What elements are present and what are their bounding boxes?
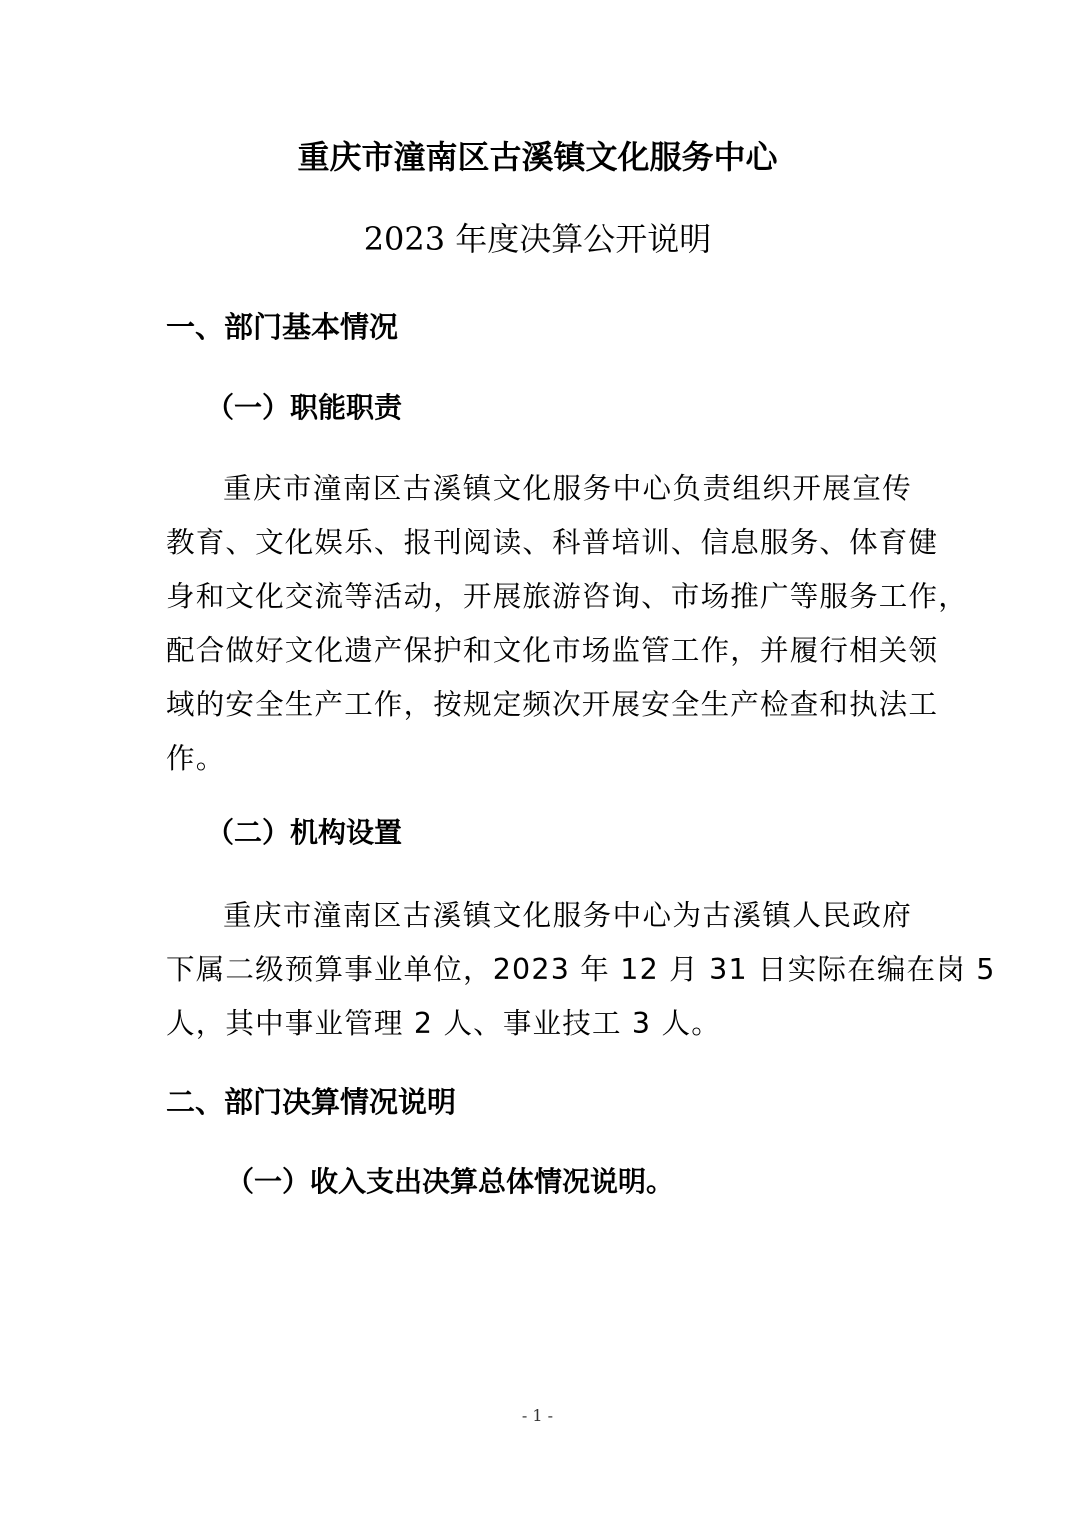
section-heading-basic-info: 一、部门基本情况 (166, 310, 399, 344)
paragraph-line: 重庆市潼南区古溪镇文化服务中心为古溪镇人民政府 (223, 899, 912, 932)
paragraph-line: 域的安全生产工作，按规定频次开展安全生产检查和执法工 (166, 688, 939, 721)
paragraph-functions (166, 462, 968, 786)
page-number: - 1 - (521, 1406, 554, 1425)
section-heading-final-accounts: 二、部门决算情况说明 (166, 1085, 457, 1119)
paragraph-line: 重庆市潼南区古溪镇文化服务中心负责组织开展宣传 (223, 472, 912, 505)
document-title-line2: 2023 年度决算公开说明 (363, 220, 712, 258)
document-title-line1: 重庆市潼南区古溪镇文化服务中心 (297, 138, 778, 176)
paragraph-line: 下属二级预算事业单位，2023 年 12 月 31 日实际在编在岗 5 (166, 953, 996, 986)
paragraph-line: 作。 (166, 742, 226, 775)
paragraph-line: 人，其中事业管理 2 人、事业技工 3 人。 (166, 1007, 721, 1040)
subsection-heading-organization: （二）机构设置 (206, 816, 403, 849)
paragraph-line: 身和文化交流等活动，开展旅游咨询、市场推广等服务工作， (166, 580, 968, 613)
paragraph-line: 配合做好文化遗产保护和文化市场监管工作，并履行相关领 (166, 634, 939, 667)
subsection-heading-revenue-expenditure: （一）收入支出决算总体情况说明。 (226, 1165, 675, 1198)
subsection-heading-functions: （一）职能职责 (206, 391, 403, 424)
paragraph-organization (166, 889, 996, 1051)
paragraph-line: 教育、文化娱乐、报刊阅读、科普培训、信息服务、体育健 (166, 526, 939, 559)
